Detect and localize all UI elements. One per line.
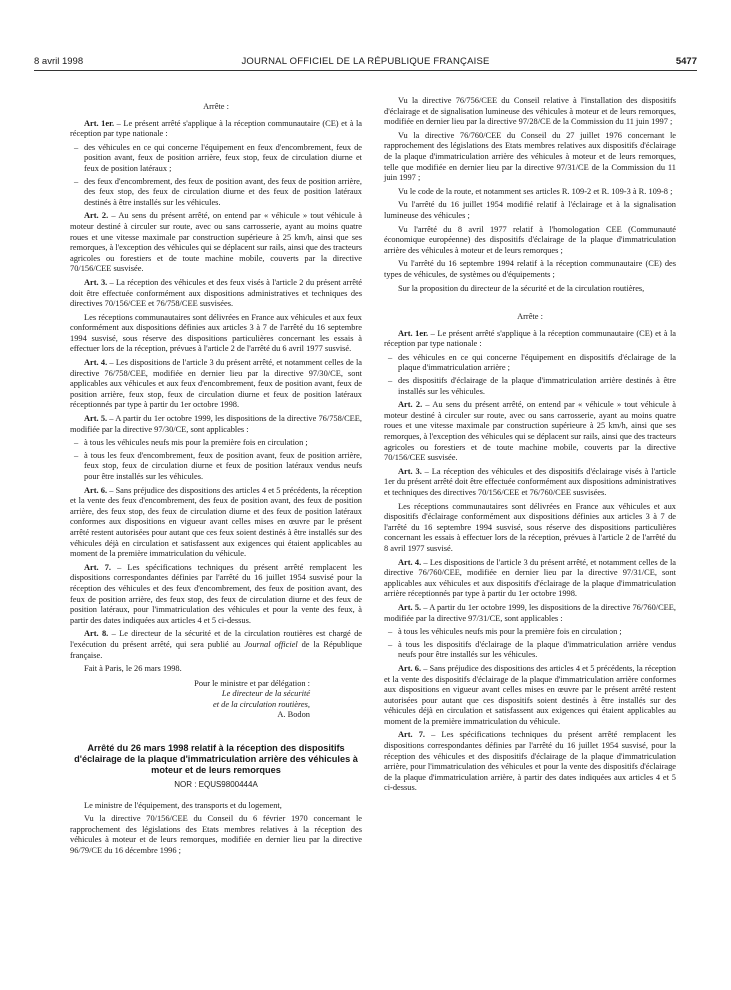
article-label: Art. 1er. — [398, 328, 429, 338]
list-item: – à tous les véhicules neufs mis pour la première fois en circulation ; — [384, 627, 676, 638]
article-text: – Le présent arrêté s'applique à la réception communautaire (CE) et à la réception par type nationale : — [70, 118, 362, 139]
signatory-name: A. Bodon — [277, 710, 310, 720]
article-4 — [70, 358, 362, 411]
article-1 — [384, 329, 676, 350]
article-7 — [70, 563, 362, 627]
nor-reference: NOR : EQUS9800444A — [174, 780, 258, 790]
article-label: Art. 8. — [84, 629, 109, 639]
article-text: – Les dispositions de l'article 3 du présent arrêté, et notamment celles de la directive 76/758/CEE, modifiée en dernier lieu par la directive 97/30/CE, sont applicables aux véhicules et aux feux d'encombrement, feux de position avant, feux de position arrière, feux stop, feux de circulation diurne et feux de position latéraux réceptionnés par type à partir du 1er octobre 1998. — [70, 358, 362, 410]
visa-paragraph: Vu le code de la route, et notamment ses articles R. 109-2 et R. 109-3 à R. 109-8 ; — [398, 186, 673, 196]
visa-paragraph: Vu l'arrêté du 8 avril 1977 relatif à l'homologation CEE (Communauté économique européenne) des dispositifs d'éclairage de la plaque d'immatriculation arrière des véhicules à moteur et de leurs remorques ; — [384, 224, 676, 255]
article-3 — [70, 278, 362, 310]
article-5-list — [70, 438, 362, 482]
visa-paragraph: Vu la directive 76/756/CEE du Conseil relative à l'installation des dispositifs d'éclairage et de signalisation lumineuse des véhicules à moteur et de leurs remorques, modifiée en dernier lieu par la directive 97/28/CE de la Commission du 11 juin 1997 ; — [384, 96, 676, 127]
list-item: – à tous les feux d'encombrement, feux de position avant, feux de position arrière, feux stop, feux de circulation diurne et feux de position latéraux vendus neufs pour être installés sur les véhicules. — [70, 451, 362, 483]
article-label: Art. 5. — [398, 602, 422, 612]
article-label: Art. 2. — [398, 400, 423, 410]
article-4 — [384, 558, 676, 600]
article-1 — [70, 119, 362, 140]
signature-line: Le directeur de la sécurité — [221, 689, 310, 699]
list-item: – à tous les dispositifs d'éclairage de la plaque d'immatriculation arrière vendus neufs pour être installés sur les véhicules. — [384, 640, 676, 661]
signature-line: et de la circulation routières, — [213, 699, 310, 709]
article-text: – Au sens du présent arrêté, on entend par « véhicule » tout véhicule à moteur destiné à circuler sur route, avec ou sans carrosserie, ayant au moins quatre roues et une vitesse maximale par construction supérieure à 25 km/h, ainsi que ses remorques, à l'exception des véhicules qui se déplacent sur rails, ainsi que des tracteurs agricoles ou forestiers et de toute machine mobile, couverts par la directive 70/156/CEE susvisée. — [70, 211, 363, 274]
list-item: – des dispositifs d'éclairage de la plaque d'immatriculation arrière destinés à être installés sur les véhicules. — [384, 376, 676, 397]
article-text: – Sans préjudice des dispositions des articles 4 et 5 précédents, la réception et la vente des dispositifs d'éclairage de la plaque d'immatriculation arrière conformes aux dispositions en vigueur avant celles mises en œuvre par le présent arrêté restent autorisées pour autant que ces dispositifs soient destinés à être installés sur des véhicules déjà en circulation et satisfassent aux exigences qui étaient applicables au moment de la première immatriculation du véhicule. — [384, 663, 676, 726]
visa-paragraph: Vu l'arrêté du 16 septembre 1994 relatif à la réception communautaire (CE) des types de véhicules, de systèmes ou d'équipements ; — [384, 259, 676, 279]
article-label: Art. 5. — [84, 414, 108, 424]
article-text: – Les dispositions de l'article 3 du présent arrêté, et notamment celles de la directive 76/760/CEE, modifiée en dernier lieu par la directive 97/31/CE, sont applicables aux véhicules et aux dispositifs d'éclairage de la plaque d'immatriculation arrière réceptionnés par type à partir du 1er octobre 1998. — [384, 557, 676, 599]
article-text: – A partir du 1er octobre 1999, les dispositions de la directive 76/760/CEE, modifiée par la directive 97/31/CE, sont applicables : — [384, 602, 676, 623]
article-1-list — [70, 143, 362, 209]
article-6 — [70, 486, 362, 560]
article-2 — [384, 400, 676, 464]
article-label: Art. 1er. — [84, 118, 115, 128]
article-label: Art. 7. — [84, 562, 112, 572]
article-8 — [70, 629, 362, 661]
article-text: – Les spécifications techniques du présent arrêté remplacent les dispositions correspondantes définies par l'arrêté du 16 juillet 1954 susvisé pour la réception des véhicules et des feux d'encombrement, des feux de position avant, des feux de position arrière, des feux stop, des feux de circulation diurne et des feux de position latéraux, pour l'immatriculation des véhicules et pour la vente des feux, à partir des dates indiquées aux articles 4 et 5 ci-dessus. — [70, 562, 362, 625]
signature-block — [70, 679, 362, 721]
journal-name: Journal officiel — [244, 639, 298, 649]
article-label: Art. 6. — [398, 663, 422, 673]
visa-paragraph: Vu l'arrêté du 16 juillet 1954 modifié relatif à l'éclairage et à la signalisation lumineuse des véhicules ; — [384, 200, 676, 220]
article-1-list — [384, 353, 676, 397]
list-item: – à tous les véhicules neufs mis pour la première fois en circulation ; — [70, 438, 362, 449]
arrete-heading: Arrête : — [203, 102, 229, 111]
signature-line: Pour le ministre et par délégation : — [194, 678, 310, 688]
list-item: – des véhicules en ce qui concerne l'équipement en dispositifs d'éclairage de la plaque d'immatriculation arrière ; — [384, 353, 676, 374]
article-text: – Sans préjudice des dispositions des articles 4 et 5 précédents, la réception et la vente des feux d'encombrement, des feux de position avant, des feux de position arrière, des feux stop, des feux de circulation diurne et des feux de position latéraux conformes aux dispositions en vigueur avant celles mises en œuvre par le présent arrêté restent autorisées pour autant que ces feux soient destinés à être installés sur des véhicules déjà en circulation et satisfassent aux exigences qui étaient applicables au moment de la première immatriculation du véhicule. — [70, 485, 362, 559]
article-text: de la République française. — [70, 639, 363, 660]
left-column — [70, 96, 362, 860]
article-text: – Le directeur de la sécurité et de la circulation routières est chargé de l'exécution du présent arrêté, qui sera publié au — [70, 629, 363, 649]
visa-paragraph: Vu la directive 76/760/CEE du Conseil du 27 juillet 1976 concernant le rapprochement des législations des Etats membres relatives aux dispositifs d'éclairage de la plaque d'immatriculation arrière des véhicules à moteur et de leurs remorques, telle que modifiée en dernier lieu par la directive 97/31/CE de la Commission du 11 juin 1997 ; — [384, 130, 676, 183]
decree-title: Arrêté du 26 mars 1998 relatif à la réception des dispositifs d'éclairage de la plaque d'immatriculation arrière des véhicules à moteur et de leurs remorques — [74, 743, 358, 776]
arrete-heading: Arrête : — [517, 312, 543, 322]
article-3-paragraph: Les réceptions communautaires sont délivrées en France aux véhicules et aux feux conformément aux dispositions définies aux articles 3 à 7 de l'arrêté du 16 septembre 1994 susvisé, sous réserve des dispositions particulières concernant les essais à effectuer lors de la réception, prévues à l'article 2 de l'arrêté du 6 avril 1977 susvisé. — [70, 312, 362, 354]
page-number: 5477 — [675, 56, 697, 67]
article-label: Art. 2. — [84, 211, 109, 221]
article-label: Art. 3. — [84, 277, 108, 287]
right-column — [384, 96, 676, 797]
header-date: 8 avril 1998 — [34, 56, 84, 67]
article-text: – La réception des véhicules et des feux visés à l'article 2 du présent arrêté doit être effectuée conformément aux dispositions administratives et techniques des directives 70/156/CEE et 76/758/CEE susvisées. — [70, 277, 362, 309]
fait-a-paris: Fait à Paris, le 26 mars 1998. — [84, 664, 182, 674]
minister-line: Le ministre de l'équipement, des transports et du logement, — [84, 800, 282, 810]
article-3 — [384, 467, 676, 499]
article-2 — [70, 211, 362, 275]
article-5 — [384, 603, 676, 624]
article-text: – A partir du 1er octobre 1999, les dispositions de la directive 76/758/CEE, modifiée par la directive 97/30/CE, sont applicables : — [70, 414, 362, 434]
article-text: – Au sens du présent arrêté, on entend par « véhicule » tout véhicule à moteur destiné à circuler sur route, avec ou sans carrosserie, ayant au moins quatre roues et une vitesse maximale par construction supérieure à 25 km/h, ainsi que ses remorques, à l'exception des véhicules qui se déplacent sur rails, ainsi que des tracteurs agricoles ou forestiers et de toute machine mobile, couverts par la directive 70/156/CEE susvisée. — [384, 400, 677, 463]
header-title: JOURNAL OFFICIEL DE LA RÉPUBLIQUE FRANÇAISE — [241, 56, 490, 67]
header-rule — [34, 70, 697, 71]
article-text: – Les spécifications techniques du présent arrêté remplacent les dispositions correspondantes définies par l'arrêté du 16 juillet 1954 susvisé, pour la réception des véhicules et des dispositifs d'éclairage de la plaque d'immatriculation arrière, pour l'immatriculation des véhicules et pour la vente des dispositifs d'éclairage de la plaque d'immatriculation arrière, à partir des dates indiquées aux articles 4 et 5 ci-dessus. — [384, 730, 676, 793]
list-item: – des véhicules en ce qui concerne l'équipement en feux d'encombrement, feux de position avant, feux de position arrière, feux stop, feux de circulation diurne et feux de position latéraux ; — [70, 143, 362, 175]
article-label: Art. 7. — [398, 730, 426, 740]
article-5-list — [384, 627, 676, 661]
proposal-paragraph: Sur la proposition du directeur de la sécurité et de la circulation routières, — [398, 283, 645, 293]
list-item: – des feux d'encombrement, des feux de position avant, des feux de position arrière, des feux stop, des feux de circulation diurne et des feux de position latéraux destinés à être installés sur les véhicules. — [70, 177, 362, 209]
article-3-paragraph: Les réceptions communautaires sont délivrées en France aux véhicules et aux dispositifs d'éclairage conformément aux dispositions définies aux articles 3 à 7 de l'arrêté du 16 septembre 1994 susvisé, sous réserve des dispositions particulières concernant les essais à effectuer lors de la réception, prévues à l'article 2 de l'arrêté du 8 avril 1977 susvisé. — [384, 501, 676, 553]
article-text: – La réception des véhicules et des dispositifs d'éclairage visés à l'article 1er du présent arrêté doit être effectuée conformément aux dispositions administratives et techniques des directives 70/156/CEE et 76/760/CEE susvisées. — [384, 466, 677, 497]
article-7 — [384, 730, 676, 794]
article-label: Art. 4. — [398, 557, 422, 567]
article-label: Art. 4. — [84, 358, 108, 368]
article-text: – Le présent arrêté s'applique à la réception communautaire (CE) et à la réception par type nationale : — [384, 328, 676, 349]
page-header — [34, 56, 697, 70]
article-label: Art. 3. — [398, 466, 422, 476]
article-6 — [384, 664, 676, 728]
article-label: Art. 6. — [84, 485, 108, 495]
article-5 — [70, 414, 362, 435]
visa-paragraph: Vu la directive 70/156/CEE du Conseil du 6 février 1970 concernant le rapprochement des législations des Etats membres relatives à la réception des véhicules à moteur et de leurs remorques, modifiée en dernier lieu par la directive 96/79/CE du 16 décembre 1996 ; — [70, 814, 362, 856]
